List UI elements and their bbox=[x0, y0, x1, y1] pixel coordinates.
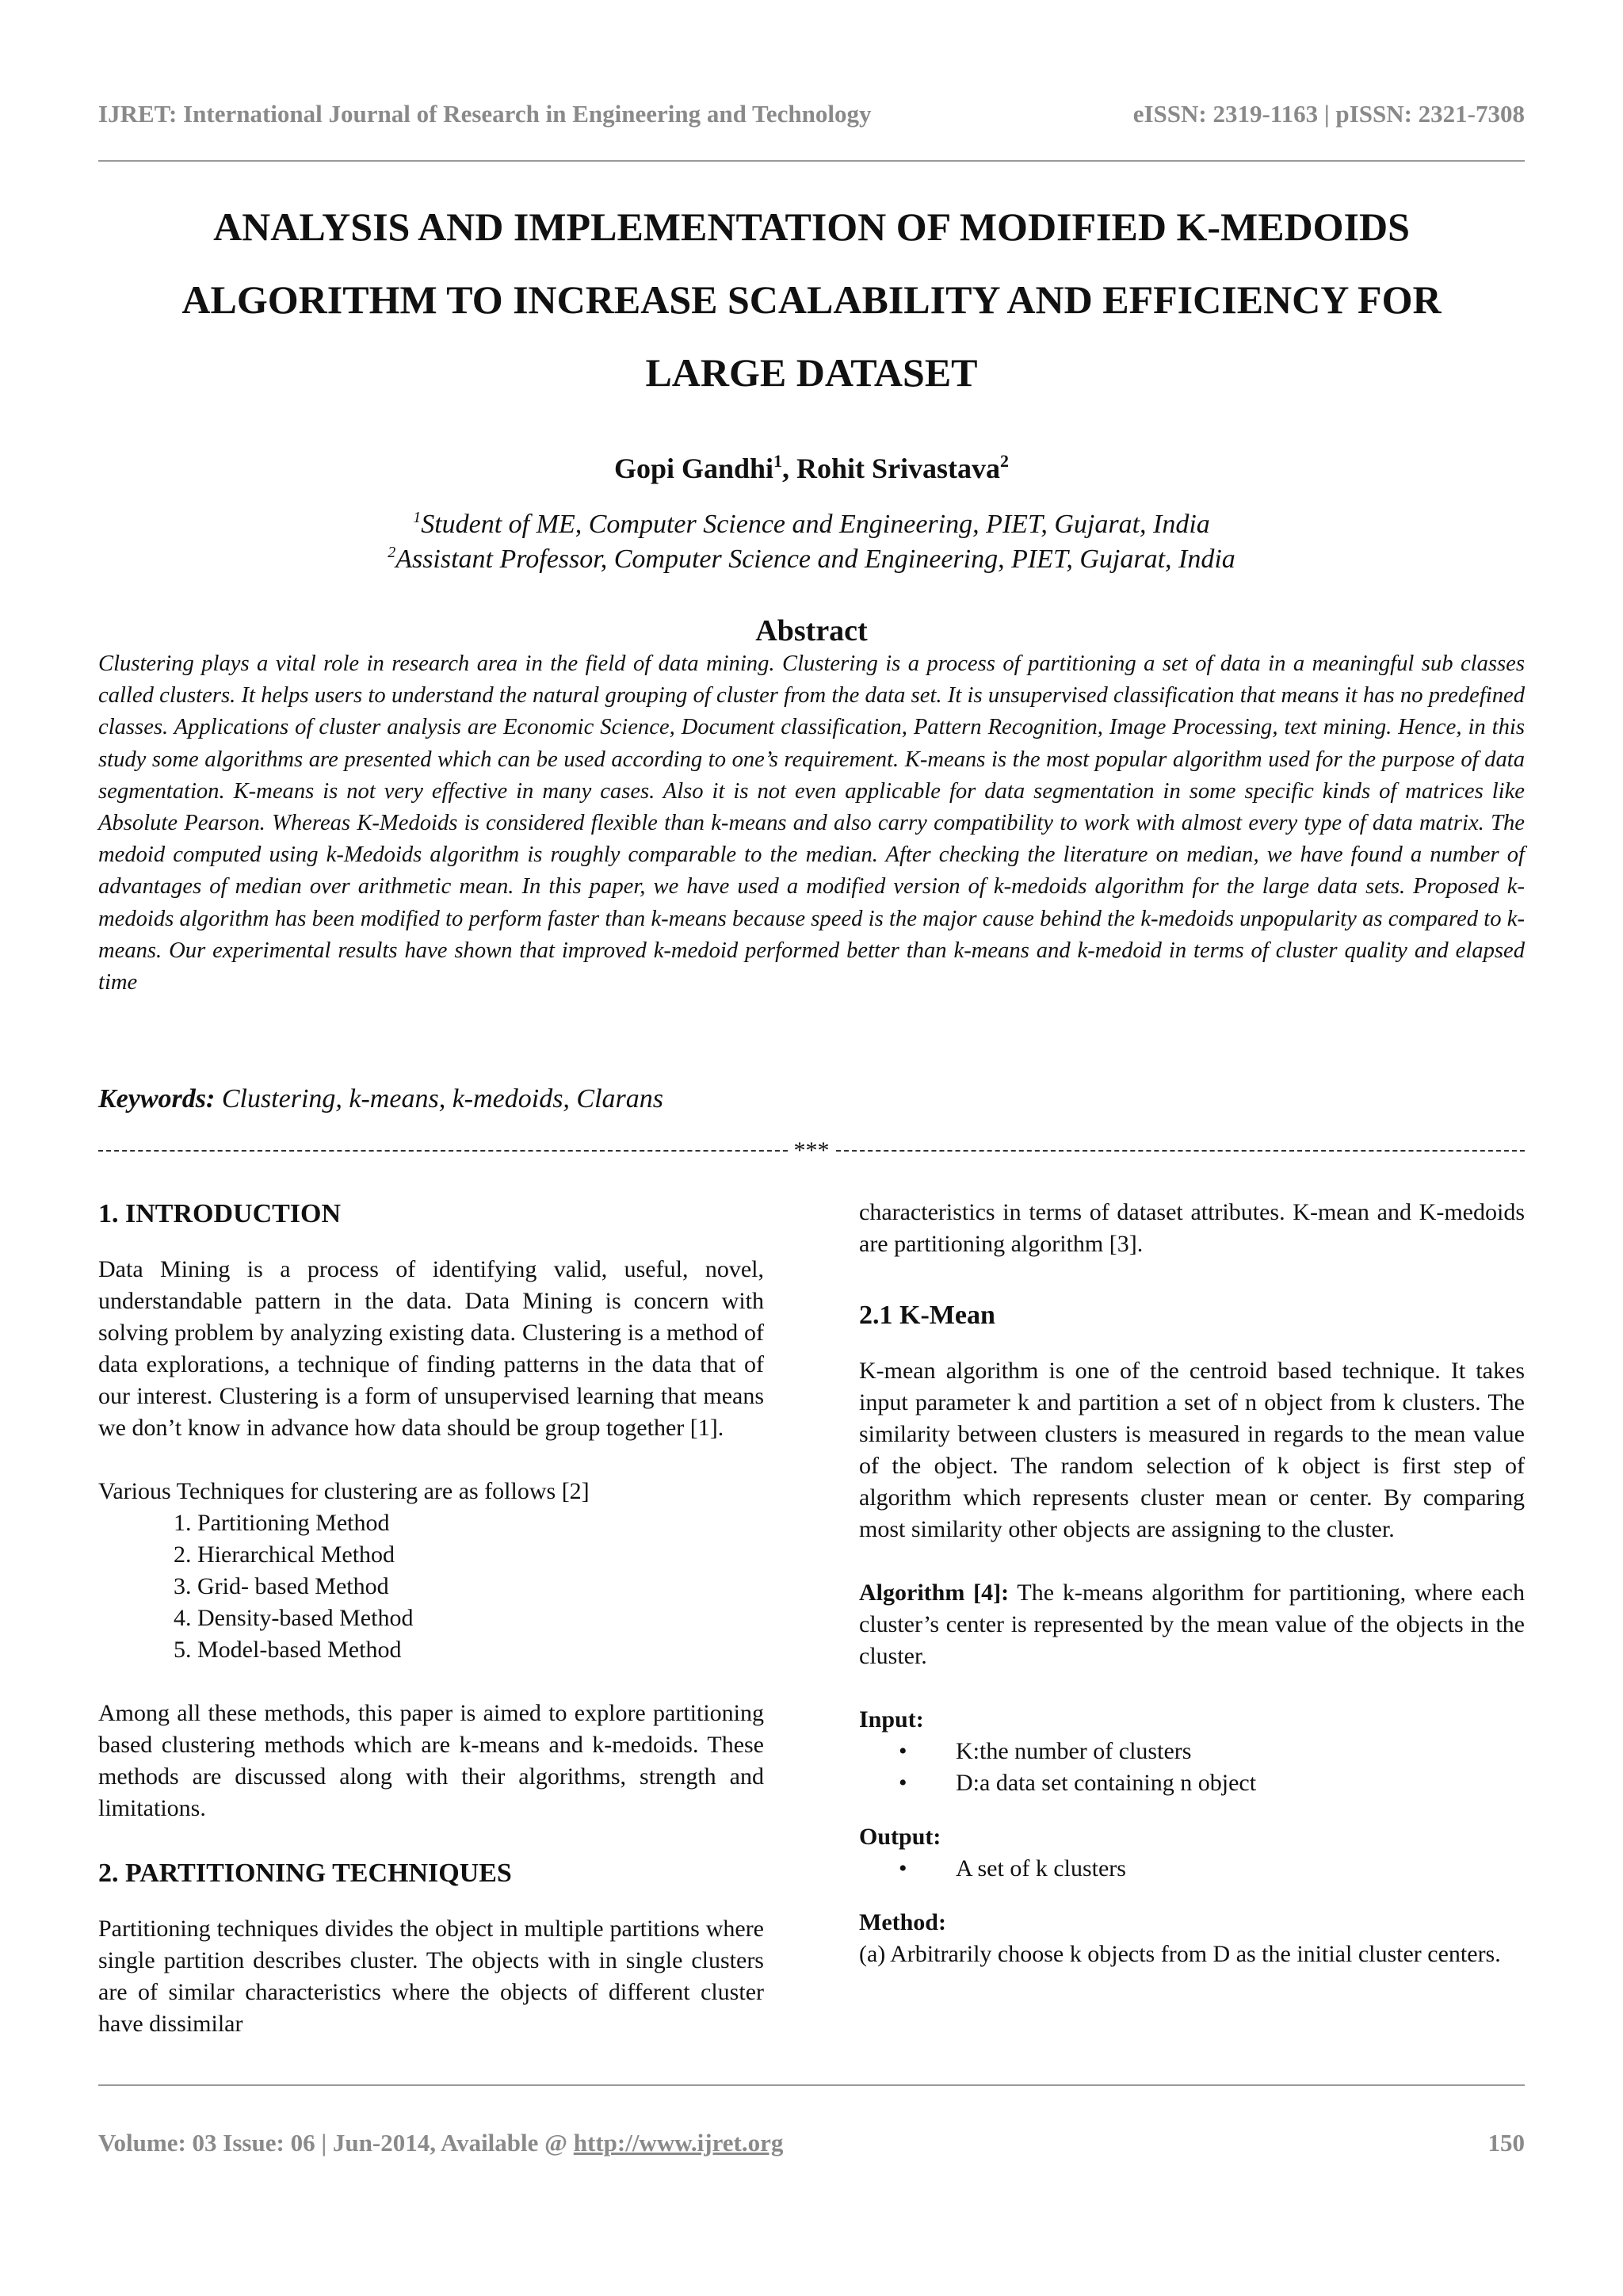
list-item: • A set of k clusters bbox=[859, 1853, 1525, 1885]
list-item: 3. Grid- based Method bbox=[174, 1573, 389, 1599]
partitioning-heading: 2. PARTITIONING TECHNIQUES bbox=[98, 1859, 512, 1888]
affiliation-2-text: Assistant Professor, Computer Science and Engineering, PIET, Gujarat, India bbox=[395, 544, 1235, 574]
affiliation-1 bbox=[98, 507, 1525, 542]
keywords bbox=[98, 1084, 663, 1114]
author-2: Rohit Srivastava bbox=[796, 453, 1001, 484]
method-label: Method: bbox=[859, 1909, 946, 1935]
footer-volume-text: Volume: 03 Issue: 06 | Jun-2014, Available @ bbox=[98, 2129, 574, 2157]
list-item: 5. Model-based Method bbox=[174, 1637, 402, 1663]
intro-paragraph: Data Mining is a process of identifying valid, useful, novel, understandable pattern in the data. Data Mining is concern with solving problem by analyzing existing data. Clustering is a method of data explorations, a technique of finding patterns in the data that of our interest. Clustering is a form of unsupervised learning that means we don’t know in advance how data should be group together [1]. bbox=[98, 1256, 764, 1441]
intro-heading: 1. INTRODUCTION bbox=[98, 1199, 342, 1228]
footer-rule bbox=[98, 2084, 1525, 2086]
affiliation-1-mark: 1 bbox=[413, 509, 422, 526]
separator-mark: *** bbox=[793, 1137, 830, 1163]
abstract-text: Clustering plays a vital role in research area in the field of data mining. Clustering is a process of partitioning a set of data in a meaningful sub classes called clusters. It helps users to understand the natural grouping of cluster from the data set. It is unsupervised classification that means it has no predefined classes. Applications of cluster analysis are Economic Science, Document classification, Pattern Recognition, Image Processing, text mining. Hence, in this study some algorithms are presented which can be used according to one’s requirement. K-means is the most popular algorithm used for the purpose of data segmentation. K-means is not very effective in many cases. Also it is not even applicable for data segmentation in some specific kinds of matrices like Absolute Pearson. Whereas K-Medoids is considered flexible than k-means and also carry compatibility to work with almost every type of data matrix. The medoid computed using k-Medoids algorithm is roughly comparable to the median. After checking the literature on median, we have found a number of advantages of median over arithmetic mean. In this paper, we have used a modified version of k-medoids algorithm for the large data sets. Proposed k-medoids algorithm has been modified to perform faster than k-means because speed is the major cause behind the k-medoids unpopularity as compared to k-means. Our experimental results have shown that improved k-medoid performed better than k-means and k-medoid in terms of cluster quality and elapsed time bbox=[98, 651, 1525, 995]
list-item: 1. Partitioning Method bbox=[174, 1510, 390, 1536]
left-column bbox=[98, 1197, 764, 2040]
author-separator: , bbox=[782, 453, 797, 484]
input-list bbox=[859, 1736, 1525, 1799]
kmean-heading: 2.1 K-Mean bbox=[859, 1301, 995, 1330]
right-column bbox=[859, 1197, 1525, 1970]
authors bbox=[98, 452, 1525, 485]
author-1-mark: 1 bbox=[773, 451, 783, 471]
partitioning-paragraph-continued: characteristics in terms of dataset attributes. K-mean and K-medoids are partitioning algorithm [3]. bbox=[859, 1199, 1525, 1257]
paper-title bbox=[98, 190, 1525, 409]
algorithm-description bbox=[859, 1577, 1525, 1672]
title-line-2: ALGORITHM TO INCREASE SCALABILITY AND EFFICIENCY FOR bbox=[181, 277, 1442, 322]
separator-dash-left bbox=[98, 1150, 788, 1152]
journal-link[interactable]: http://www.ijret.org bbox=[573, 2129, 784, 2157]
method-step-a: (a) Arbitrarily choose k objects from D as the initial cluster centers. bbox=[859, 1941, 1501, 1967]
kmean-paragraph: K-mean algorithm is one of the centroid based technique. It takes input parameter k and partition a set of n object from k clusters. The similarity between clusters is measured in regards to the mean value of the object. The random selection of k object is first step of algorithm which represents cluster mean or center. By comparing most similarity other objects are assigning to the cluster. bbox=[859, 1358, 1525, 1542]
output-label: Output: bbox=[859, 1824, 941, 1850]
affiliation-1-text: Student of ME, Computer Science and Engineering, PIET, Gujarat, India bbox=[421, 510, 1210, 539]
page-number: 150 bbox=[1487, 2129, 1525, 2157]
algorithm-label: Algorithm [4]: bbox=[859, 1580, 1010, 1606]
list-item: • D:a data set containing n object bbox=[859, 1767, 1525, 1799]
techniques-intro: Various Techniques for clustering are as follows [2] bbox=[98, 1478, 590, 1504]
affiliation-2 bbox=[98, 542, 1525, 577]
affiliations bbox=[98, 507, 1525, 577]
section-separator bbox=[98, 1137, 1525, 1165]
keywords-text: Clustering, k-means, k-medoids, Clarans bbox=[215, 1084, 664, 1114]
list-item: 2. Hierarchical Method bbox=[174, 1541, 395, 1568]
abstract-heading: Abstract bbox=[755, 614, 868, 648]
techniques-list bbox=[98, 1507, 764, 1666]
footer-volume bbox=[98, 2129, 783, 2157]
separator-dash-right bbox=[836, 1150, 1526, 1152]
author-2-mark: 2 bbox=[1000, 451, 1010, 471]
algorithm-text: The k-means algorithm for partitioning, where each cluster’s center is represented by the mean value of the objects in the cluster. bbox=[859, 1580, 1525, 1669]
title-line-1: ANALYSIS AND IMPLEMENTATION OF MODIFIED K-MEDOIDS bbox=[213, 204, 1410, 249]
issn: eISSN: 2319-1163 | pISSN: 2321-7308 bbox=[1132, 100, 1525, 128]
affiliation-2-mark: 2 bbox=[388, 544, 396, 561]
input-label: Input: bbox=[859, 1706, 924, 1733]
title-line-3: LARGE DATASET bbox=[645, 350, 978, 395]
author-1: Gopi Gandhi bbox=[613, 453, 774, 484]
partitioning-paragraph: Partitioning techniques divides the object in multiple partitions where single partition describes cluster. The objects with in single clusters are of similar characteristics where the objects of different cluster have dissimilar bbox=[98, 1916, 764, 2037]
list-item: 4. Density-based Method bbox=[174, 1605, 414, 1631]
journal-name: IJRET: International Journal of Research in Engineering and Technology bbox=[98, 100, 872, 128]
intro-closing-paragraph: Among all these methods, this paper is aimed to explore partitioning based clustering methods which are k-means and k-medoids. These methods are discussed along with their algorithms, strength and limitations. bbox=[98, 1700, 764, 1821]
list-item: • K:the number of clusters bbox=[859, 1736, 1525, 1767]
header-rule bbox=[98, 160, 1525, 162]
output-list bbox=[859, 1853, 1525, 1885]
keywords-label: Keywords: bbox=[98, 1084, 216, 1114]
